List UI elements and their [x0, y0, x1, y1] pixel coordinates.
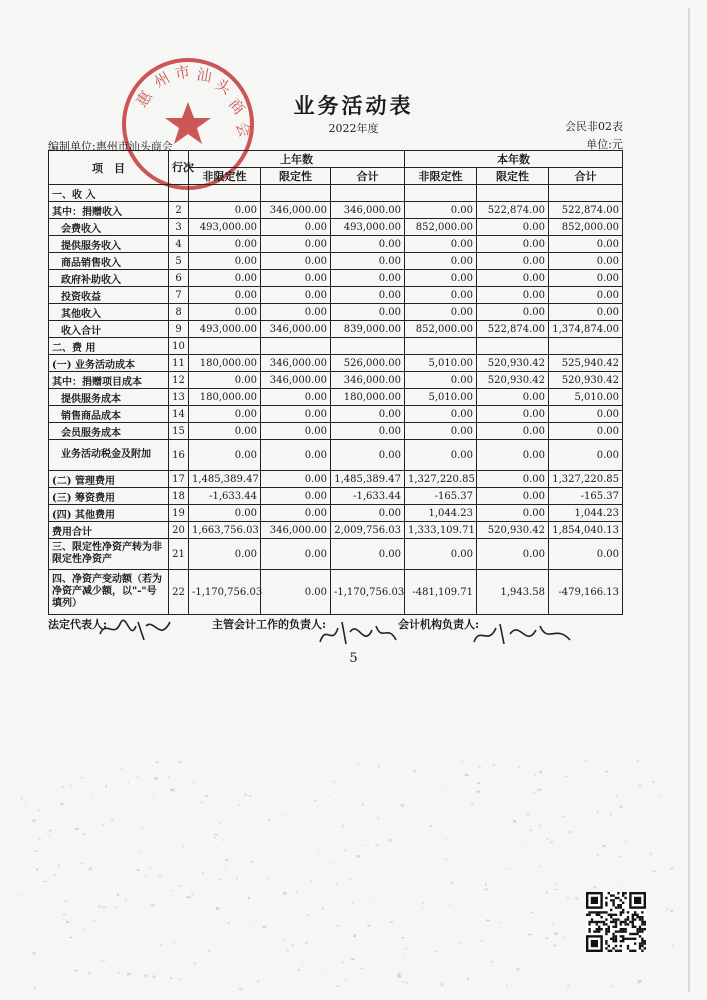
row-value: 346,000.00 — [331, 372, 405, 389]
row-value — [477, 185, 549, 202]
row-line-number: 12 — [169, 372, 189, 389]
row-value: 0.00 — [405, 304, 477, 321]
acct-head-signature — [470, 616, 574, 652]
table-row — [49, 570, 623, 615]
row-value: 0.00 — [189, 287, 261, 304]
table-row — [49, 321, 623, 338]
row-value: 0.00 — [261, 219, 331, 236]
svg-text:头: 头 — [212, 74, 235, 98]
row-value: 0.00 — [331, 539, 405, 570]
row-value: 1,854,040.13 — [549, 522, 623, 539]
row-value: -1,633.44 — [331, 488, 405, 505]
row-line-number: 7 — [169, 287, 189, 304]
row-value: 0.00 — [189, 270, 261, 287]
table-row — [49, 488, 623, 505]
row-value: 180,000.00 — [189, 389, 261, 406]
row-value: -481,109.71 — [405, 570, 477, 615]
row-value: 0.00 — [477, 406, 549, 423]
row-label: 三、限定性净资产转为非限定性净资产 — [49, 539, 169, 570]
row-line-number: 11 — [169, 355, 189, 372]
scan-noise — [20, 760, 680, 990]
svg-text:惠: 惠 — [132, 87, 156, 111]
row-value — [477, 338, 549, 355]
page-title: 业务活动表 — [293, 93, 414, 118]
row-label: 其他收入 — [49, 304, 169, 321]
row-value: 346,000.00 — [261, 355, 331, 372]
row-label: 销售商品成本 — [49, 406, 169, 423]
row-value: 520,930.42 — [477, 522, 549, 539]
row-value: 0.00 — [477, 270, 549, 287]
org-label: 编制单位: — [48, 140, 96, 153]
activity-table — [48, 150, 623, 615]
row-label: 其中：捐赠收入 — [49, 202, 169, 219]
row-label: 会员服务成本 — [49, 423, 169, 440]
row-label: 政府补助收入 — [49, 270, 169, 287]
row-value: 5,010.00 — [405, 389, 477, 406]
row-value: 526,000.00 — [331, 355, 405, 372]
row-value: 0.00 — [477, 423, 549, 440]
row-value: 0.00 — [189, 202, 261, 219]
acct-supervisor-label: 主管会计工作的负责人: — [212, 618, 327, 631]
svg-text:汕: 汕 — [195, 65, 214, 86]
row-value: 520,930.42 — [549, 372, 623, 389]
row-value: 0.00 — [549, 539, 623, 570]
row-value: 0.00 — [331, 304, 405, 321]
row-value: 493,000.00 — [331, 219, 405, 236]
col-header-line: 行次 — [169, 151, 189, 185]
row-value: 0.00 — [331, 236, 405, 253]
row-value: 0.00 — [189, 423, 261, 440]
row-value: 839,000.00 — [331, 321, 405, 338]
table-row — [49, 372, 623, 389]
row-value: 0.00 — [405, 287, 477, 304]
row-value: -165.37 — [549, 488, 623, 505]
page-number: 5 — [349, 651, 358, 666]
row-value — [405, 338, 477, 355]
col-header-restricted: 限定性 — [477, 168, 549, 185]
row-line-number: 2 — [169, 202, 189, 219]
table-row — [49, 236, 623, 253]
row-value: 0.00 — [331, 270, 405, 287]
row-line-number: 9 — [169, 321, 189, 338]
row-label: 二、费 用 — [49, 338, 169, 355]
row-label: (三) 筹资费用 — [49, 488, 169, 505]
row-value: 0.00 — [477, 287, 549, 304]
row-value: 0.00 — [477, 389, 549, 406]
row-line-number: 17 — [169, 471, 189, 488]
row-value: 346,000.00 — [261, 202, 331, 219]
row-line-number: 22 — [169, 570, 189, 615]
table-row — [49, 202, 623, 219]
row-label: 商品销售收入 — [49, 253, 169, 270]
row-value — [189, 185, 261, 202]
table-row — [49, 471, 623, 488]
row-value: 0.00 — [477, 488, 549, 505]
row-value — [261, 338, 331, 355]
row-value: 852,000.00 — [549, 219, 623, 236]
row-value: 1,044.23 — [405, 505, 477, 522]
row-value: 1,327,220.85 — [549, 471, 623, 488]
row-value: 493,000.00 — [189, 219, 261, 236]
row-value — [549, 185, 623, 202]
svg-text:市: 市 — [173, 62, 192, 83]
row-value: 0.00 — [405, 236, 477, 253]
row-value: 1,485,389.47 — [189, 471, 261, 488]
row-label: 其中：捐赠项目成本 — [49, 372, 169, 389]
row-value: 1,044.23 — [549, 505, 623, 522]
row-label: 会费收入 — [49, 219, 169, 236]
row-value: 5,010.00 — [405, 355, 477, 372]
row-value: 0.00 — [549, 440, 623, 471]
row-value: 1,374,874.00 — [549, 321, 623, 338]
row-value: 1,333,109.71 — [405, 522, 477, 539]
row-value: 520,930.42 — [477, 355, 549, 372]
col-header-total: 合计 — [331, 168, 405, 185]
row-value: 0.00 — [261, 488, 331, 505]
row-value: 346,000.00 — [331, 202, 405, 219]
row-line-number: 14 — [169, 406, 189, 423]
org-name: 惠州市汕头商会 — [95, 140, 173, 153]
row-value: 0.00 — [405, 423, 477, 440]
row-value: 520,930.42 — [477, 372, 549, 389]
row-value: 0.00 — [189, 505, 261, 522]
row-value: -1,633.44 — [189, 488, 261, 505]
row-value: 0.00 — [261, 236, 331, 253]
row-value: 0.00 — [477, 219, 549, 236]
row-value: 346,000.00 — [261, 372, 331, 389]
row-label: (二) 管理费用 — [49, 471, 169, 488]
row-label: 提供服务成本 — [49, 389, 169, 406]
row-value: 0.00 — [331, 505, 405, 522]
row-value: 5,010.00 — [549, 389, 623, 406]
row-value: 0.00 — [261, 287, 331, 304]
row-value: 0.00 — [331, 253, 405, 270]
row-label: (一) 业务活动成本 — [49, 355, 169, 372]
row-label: 提供服务收入 — [49, 236, 169, 253]
row-value — [405, 185, 477, 202]
legal-rep-signature — [96, 612, 176, 646]
row-value: 522,874.00 — [477, 321, 549, 338]
row-line-number: 4 — [169, 236, 189, 253]
row-value: 0.00 — [549, 236, 623, 253]
row-value: 0.00 — [477, 236, 549, 253]
row-value: 0.00 — [261, 270, 331, 287]
row-line-number: 20 — [169, 522, 189, 539]
row-value: 346,000.00 — [261, 321, 331, 338]
row-value: 0.00 — [405, 253, 477, 270]
row-line-number: 21 — [169, 539, 189, 570]
table-row — [49, 539, 623, 570]
table-row — [49, 253, 623, 270]
table-row — [49, 389, 623, 406]
row-value: 0.00 — [261, 471, 331, 488]
row-line-number: 18 — [169, 488, 189, 505]
row-value: 0.00 — [549, 253, 623, 270]
col-header-item: 项 目 — [49, 151, 169, 185]
row-value — [549, 338, 623, 355]
table-row — [49, 440, 623, 471]
table-row — [49, 304, 623, 321]
svg-text:州: 州 — [151, 68, 174, 92]
row-value: 0.00 — [477, 440, 549, 471]
table-row — [49, 219, 623, 236]
row-label: 费用合计 — [49, 522, 169, 539]
row-value: 346,000.00 — [261, 522, 331, 539]
row-value: 0.00 — [331, 287, 405, 304]
row-value: 0.00 — [189, 253, 261, 270]
row-value: 2,009,756.03 — [331, 522, 405, 539]
col-header-unrestricted: 非限定性 — [189, 168, 261, 185]
row-value: 0.00 — [331, 440, 405, 471]
row-value: 0.00 — [549, 423, 623, 440]
row-value: 0.00 — [189, 440, 261, 471]
row-value — [331, 185, 405, 202]
row-value: 0.00 — [261, 505, 331, 522]
row-value: 0.00 — [261, 570, 331, 615]
row-value: 0.00 — [331, 406, 405, 423]
row-label: 四、净资产变动额（若为净资产减少额，以"-"号填列） — [49, 570, 169, 615]
row-line-number: 16 — [169, 440, 189, 471]
row-label: 一、收 入 — [49, 185, 169, 202]
row-value: 0.00 — [405, 539, 477, 570]
row-value: 852,000.00 — [405, 219, 477, 236]
row-label: 收入合计 — [49, 321, 169, 338]
row-line-number: 19 — [169, 505, 189, 522]
row-value: 0.00 — [261, 423, 331, 440]
row-value: 1,663,756.03 — [189, 522, 261, 539]
row-value: 0.00 — [261, 253, 331, 270]
table-row — [49, 406, 623, 423]
col-header-total: 合计 — [549, 168, 623, 185]
row-value: 0.00 — [189, 372, 261, 389]
qr-code — [586, 892, 646, 952]
row-value: 0.00 — [405, 202, 477, 219]
legal-rep-label: 法定代表人: — [48, 618, 108, 631]
row-value: 852,000.00 — [405, 321, 477, 338]
row-value: 0.00 — [549, 304, 623, 321]
col-header-restricted: 限定性 — [261, 168, 331, 185]
row-line-number — [169, 185, 189, 202]
row-value: 522,874.00 — [549, 202, 623, 219]
table-row — [49, 338, 623, 355]
table-row — [49, 185, 623, 202]
col-header-unrestricted: 非限定性 — [405, 168, 477, 185]
row-value — [261, 185, 331, 202]
row-value: 0.00 — [189, 406, 261, 423]
row-value: 0.00 — [189, 236, 261, 253]
row-value: 0.00 — [331, 423, 405, 440]
row-value: 522,874.00 — [477, 202, 549, 219]
row-label: 投资收益 — [49, 287, 169, 304]
row-line-number: 6 — [169, 270, 189, 287]
row-line-number: 3 — [169, 219, 189, 236]
report-year: 2022年度 — [328, 122, 379, 135]
row-value: 0.00 — [261, 539, 331, 570]
row-value: -479,166.13 — [549, 570, 623, 615]
row-value: 0.00 — [405, 270, 477, 287]
row-label: 业务活动税金及附加 — [49, 440, 169, 471]
row-line-number: 10 — [169, 338, 189, 355]
row-value: 1,485,389.47 — [331, 471, 405, 488]
table-row — [49, 522, 623, 539]
row-value: 0.00 — [477, 253, 549, 270]
svg-text:商: 商 — [224, 95, 249, 119]
row-value: 0.00 — [261, 440, 331, 471]
row-value: 180,000.00 — [331, 389, 405, 406]
row-value: 0.00 — [261, 389, 331, 406]
row-value: 493,000.00 — [189, 321, 261, 338]
row-line-number: 8 — [169, 304, 189, 321]
col-group-prev-year: 上年数 — [189, 151, 405, 168]
table-row — [49, 505, 623, 522]
row-value: -165.37 — [405, 488, 477, 505]
row-value: 0.00 — [477, 505, 549, 522]
row-value: 0.00 — [405, 440, 477, 471]
table-row — [49, 423, 623, 440]
currency-unit: 单位:元 — [586, 138, 623, 151]
table-row — [49, 355, 623, 372]
row-value: 0.00 — [189, 539, 261, 570]
row-value: 180,000.00 — [189, 355, 261, 372]
row-value: 0.00 — [477, 539, 549, 570]
row-value: 0.00 — [189, 304, 261, 321]
row-value: -1,170,756.03 — [189, 570, 261, 615]
row-value: 1,327,220.85 — [405, 471, 477, 488]
row-line-number: 5 — [169, 253, 189, 270]
row-value — [189, 338, 261, 355]
row-value — [331, 338, 405, 355]
row-value: 0.00 — [549, 406, 623, 423]
row-line-number: 13 — [169, 389, 189, 406]
row-value: 0.00 — [405, 372, 477, 389]
col-group-curr-year: 本年数 — [405, 151, 623, 168]
row-value: 0.00 — [477, 304, 549, 321]
row-value: -1,170,756.03 — [331, 570, 405, 615]
row-value: 0.00 — [261, 406, 331, 423]
row-value: 0.00 — [549, 270, 623, 287]
row-label: (四) 其他费用 — [49, 505, 169, 522]
row-value: 0.00 — [549, 287, 623, 304]
row-value: 0.00 — [261, 304, 331, 321]
row-value: 1,943.58 — [477, 570, 549, 615]
row-value: 525,940.42 — [549, 355, 623, 372]
form-code: 会民非02表 — [565, 120, 623, 133]
table-row — [49, 287, 623, 304]
row-value: 0.00 — [405, 406, 477, 423]
acct-head-label: 会计机构负责人: — [398, 618, 480, 631]
svg-text:会: 会 — [232, 119, 255, 140]
row-value: 0.00 — [477, 471, 549, 488]
row-line-number: 15 — [169, 423, 189, 440]
acct-supervisor-signature — [316, 614, 400, 654]
table-row — [49, 270, 623, 287]
